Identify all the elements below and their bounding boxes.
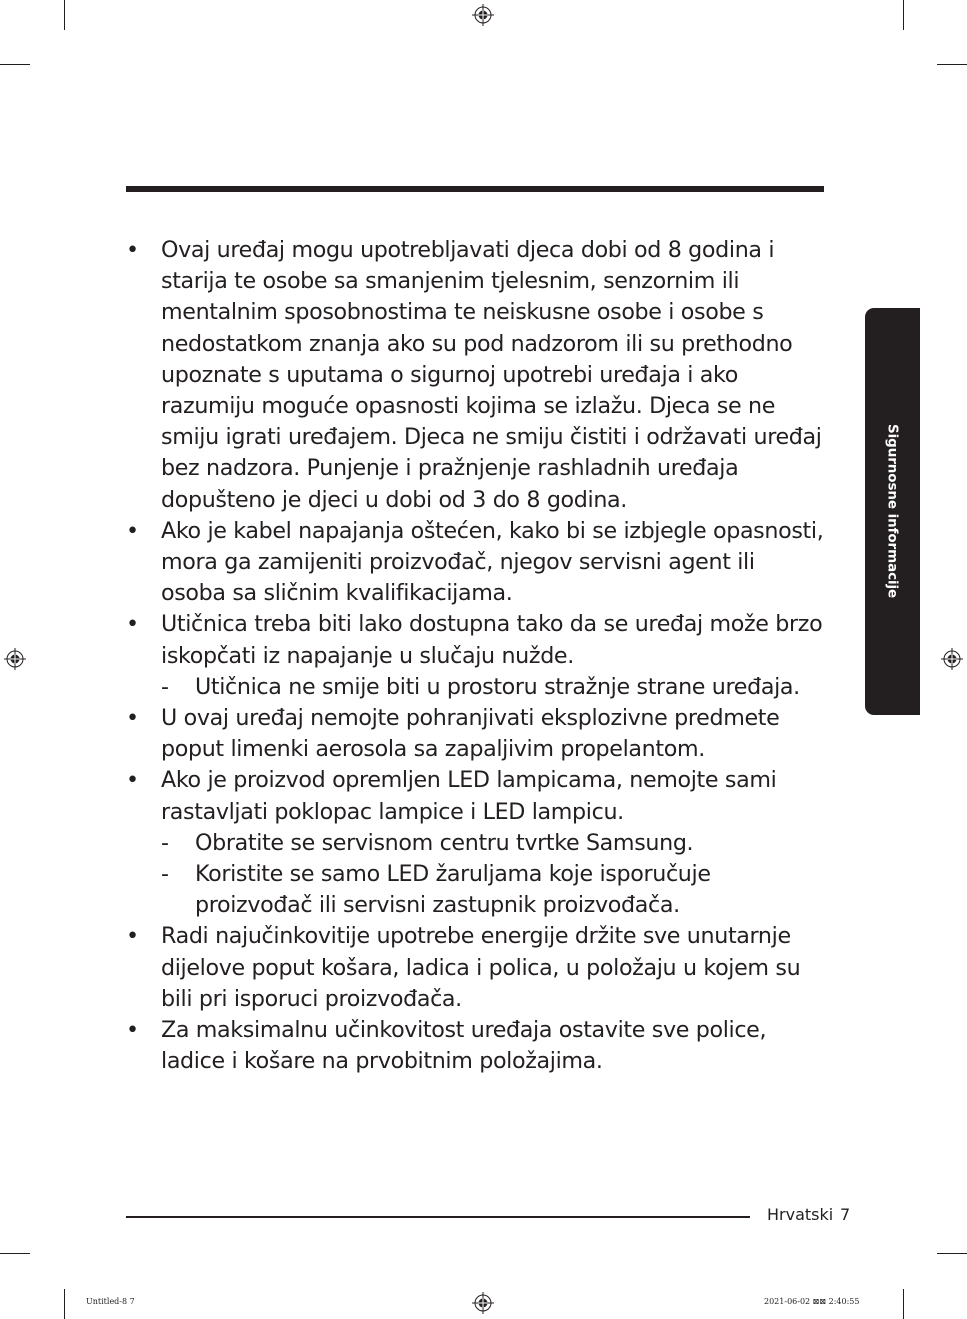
sub-list: [161, 672, 826, 703]
crop-mark: [903, 0, 904, 30]
bullet-marker: •: [126, 611, 139, 638]
bullet-text: U ovaj uređaj nemojte pohranjivati eksplozivne predmete poput limenki aerosola sa zapaljivim propelantom.: [161, 705, 780, 763]
section-side-tab-label-box: [865, 308, 920, 715]
crop-mark: [0, 64, 30, 65]
crop-mark: [64, 0, 65, 30]
bullet-marker: •: [126, 705, 139, 732]
bullet-item: [126, 703, 826, 765]
print-slug-timestamp: 2021-06-02 ⊠⊠ 2:40:55: [764, 1297, 860, 1306]
bullet-marker: •: [126, 237, 139, 263]
section-top-rule: [126, 186, 824, 192]
bullet-marker: •: [126, 767, 139, 794]
bullet-item: [126, 516, 826, 610]
bullet-item: [126, 609, 826, 703]
sub-marker: -: [161, 861, 169, 888]
sub-text: Koristite se samo LED žaruljama koje isporučuje proizvođač ili servisni zastupnik proizvođača.: [195, 861, 711, 919]
bullet-marker: •: [126, 517, 139, 544]
footer-rule: [126, 1216, 750, 1218]
bullet-item: [126, 921, 826, 1015]
sub-text: Obratite se servisnom centru tvrtke Samsung.: [195, 829, 694, 856]
bullet-text: Ako je kabel napajanja oštećen, kako bi se izbjegle opasnosti, mora ga zamijeniti proizvođač, njegov servisni agent ili osoba sa sličnim kvalifikacijama.: [161, 517, 824, 607]
bullet-marker: •: [126, 923, 139, 950]
bullet-text: Ako je proizvod opremljen LED lampicama, nemojte sami rastavljati poklopac lampice i LED lampicu.: [161, 767, 777, 825]
footer-language: Hrvatski: [767, 1205, 834, 1224]
section-side-tab-label: Sigurnosne informacije: [884, 424, 901, 599]
sub-marker: -: [161, 673, 169, 700]
bullet-text: Radi najučinkovitije upotrebe energije držite sve unutarnje dijelove poput košara, ladica i polica, u položaju u kojem su bili pri isporuci proizvođača.: [161, 923, 801, 1012]
sub-text: Utičnica ne smije biti u prostoru stražnje strane uređaja.: [195, 673, 800, 700]
sub-item: [161, 828, 826, 859]
print-slug-file: Untitled-8 7: [86, 1297, 135, 1306]
bullet-text: Za maksimalnu učinkovitost uređaja ostavite sve police, ladice i košare na prvobitnim položajima.: [161, 1017, 767, 1075]
bullet-item: [126, 1015, 826, 1077]
registration-mark-icon: [4, 648, 26, 670]
registration-mark-icon: [472, 1292, 494, 1314]
registration-mark-icon: [472, 4, 494, 26]
sub-marker: -: [161, 829, 169, 856]
registration-mark-icon: [941, 648, 963, 670]
sub-item: [161, 859, 826, 921]
bullet-text: Ovaj uređaj mogu upotrebljavati djeca dobi od 8 godina i starija te osobe sa smanjenim tjelesnim, senzornim ili mentalnim sposobnostima te neiskusne osobe i osobe s nedostatkom znanja ako su pod nadzorom ili su prethodno upoznate s uputama o sigurnoj upotrebi uređaja i ako razumiju moguće opasnosti kojima se izlažu. Djeca se ne smiju igrati uređajem. Djeca ne smiju čistiti i održavati uređaj bez nadzora. Punjenje i pražnjenje rashladnih uređaja dopušteno je djeci u dobi od 3 do 8 godina.: [161, 237, 822, 513]
bullet-marker: •: [126, 1017, 139, 1044]
crop-mark: [937, 1253, 967, 1254]
safety-content: [126, 235, 826, 1077]
crop-mark: [937, 64, 967, 65]
sub-list: [161, 828, 826, 922]
crop-mark: [64, 1289, 65, 1319]
bullet-item: [126, 235, 826, 516]
bullet-text: Utičnica treba biti lako dostupna tako da se uređaj može brzo iskopčati iz napajanje u slučaju nužde.: [161, 611, 823, 669]
crop-mark: [0, 1253, 30, 1254]
crop-mark: [903, 1289, 904, 1319]
page-number: 7: [840, 1205, 851, 1224]
safety-bullet-list: [126, 235, 826, 1077]
bullet-item: [126, 765, 826, 921]
sub-item: [161, 672, 826, 703]
